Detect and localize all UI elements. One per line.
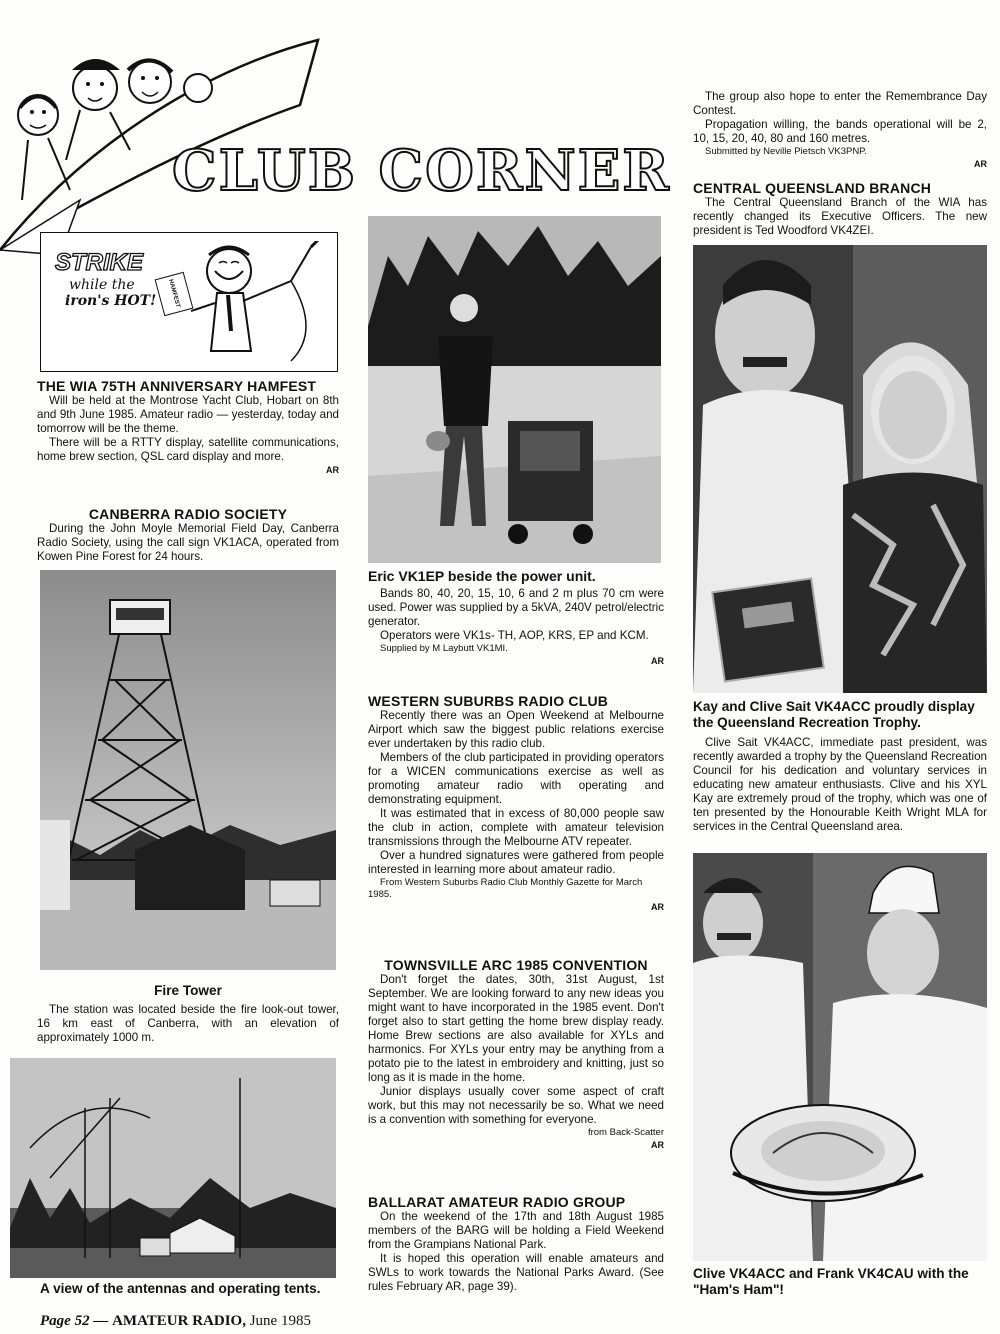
- strike-tagline-2: iron's HOT!: [65, 293, 157, 309]
- eric-paragraph-2: Operators were VK1s- TH, AOP, KRS, EP and KCM.: [380, 629, 649, 642]
- footer-magazine: AMATEUR RADIO,: [112, 1313, 246, 1329]
- hamfest-heading: THE WIA 75TH ANNIVERSARY HAMFEST: [37, 378, 317, 394]
- western-ar-mark: AR: [651, 902, 664, 912]
- fire-tower-photo: [40, 570, 336, 970]
- ballarat-paragraph-1: On the weekend of the 17th and 18th August 1985 members of the BARG will be holding a Field Weekend from the Grampians National Park.: [368, 1210, 664, 1251]
- western-paragraph-3: It was estimated that in excess of 80,000 people saw the club in action, complete with amateur television transmissions through the Melbourne ATV repeater.: [368, 807, 664, 848]
- remembrance-paragraph-1: The group also hope to enter the Remembrance Day Contest.: [693, 90, 987, 117]
- strike-panel: [40, 232, 338, 372]
- townsville-heading: TOWNSVILLE ARC 1985 CONVENTION: [384, 957, 648, 973]
- kay-clive-caption: Kay and Clive Sait VK4ACC proudly display the Queensland Recreation Trophy.: [693, 699, 975, 730]
- strike-tagline-1: while the: [69, 277, 135, 293]
- townsville-source: from Back-Scatter: [587, 1127, 664, 1138]
- western-heading: WESTERN SUBURBS RADIO CLUB: [368, 693, 609, 709]
- townsville-ar-mark: AR: [651, 1140, 664, 1150]
- fire-tower-caption: Fire Tower: [154, 983, 222, 998]
- hamfest-box-label: HAMFEST: [167, 278, 181, 309]
- central-qld-heading: CENTRAL QUEENSLAND BRANCH: [693, 180, 932, 196]
- header-cartoon: [0, 0, 330, 260]
- ballarat-heading: BALLARAT AMATEUR RADIO GROUP: [368, 1194, 626, 1210]
- western-source: From Western Suburbs Radio Club Monthly Gazette for March 1985.: [368, 877, 643, 900]
- central-qld-paragraph-2: Clive Sait VK4ACC, immediate past president, was recently awarded a trophy by the Queensland Recreation Council for his dedication and voluntary services in educating new amateur enthusiasts. Clive and his XYL Kay are extremely proud of the trophy, which was one of ten presented by the Honourable Keith Wright MLA for services in the Central Queensland area.: [693, 736, 987, 833]
- cartoon-man-soldering-icon: [191, 241, 331, 367]
- hams-ham-photo: [693, 853, 987, 1261]
- hamfest-paragraph-2: There will be a RTTY display, satellite communications, home brew section, QSL card display and more.: [37, 436, 339, 463]
- ballarat-paragraph-2: It is hoped this operation will enable amateurs and SWLs to work towards the National Parks Award. (See rules February AR, page 39).: [368, 1252, 664, 1293]
- western-paragraph-2: Members of the club participated in providing operators for a WICEN communications exercise as well as promoting amateur radio with operating and demonstrating equipment.: [368, 751, 664, 806]
- eric-caption: Eric VK1EP beside the power unit.: [368, 568, 596, 584]
- remembrance-paragraph-2: Propagation willing, the bands operational will be 2, 10, 15, 20, 40, 80 and 160 metres.: [693, 118, 987, 145]
- page-title: CLUB CORNER: [172, 138, 671, 204]
- strike-text: STRIKE: [55, 249, 144, 276]
- canberra-heading: CANBERRA RADIO SOCIETY: [88, 506, 288, 522]
- eric-power-unit-photo: [368, 216, 661, 563]
- footer-page-number: Page 52 —: [40, 1313, 109, 1329]
- remembrance-ar-mark: AR: [974, 159, 987, 169]
- hamfest-ar-mark: AR: [326, 465, 339, 475]
- kay-and-clive-photo: [693, 245, 987, 693]
- canberra-paragraph-2: The station was located beside the fire look-out tower, 16 km east of Canberra, with an elevation of approximately 1000 m.: [37, 1003, 339, 1044]
- eric-supplied-by: Supplied by M Laybutt VK1MI.: [380, 643, 508, 654]
- western-paragraph-1: Recently there was an Open Weekend at Melbourne Airport which saw the biggest public relations exercise ever undertaken by this radio club.: [368, 709, 664, 750]
- antennas-photo: [10, 1058, 336, 1278]
- remembrance-submitted-by: Submitted by Neville Pietsch VK3PNP.: [705, 146, 867, 157]
- children-cartoon-icon: [0, 0, 330, 260]
- footer-date: June 1985: [249, 1313, 311, 1329]
- page-footer: [40, 1313, 311, 1330]
- canberra-paragraph-1: During the John Moyle Memorial Field Day, Canberra Radio Society, using the call sign VK1ACA, operated from Kowen Pine Forest for 24 hours.: [37, 522, 339, 563]
- hams-ham-caption: Clive VK4ACC and Frank VK4CAU with the "Ham's Ham"!: [693, 1266, 969, 1297]
- townsville-paragraph-1: Don't forget the dates, 30th, 31st August, 1st September. We are looking forward to any new ideas you might want to have incorporated in the 1985 event. Don't forget also to start getting the home brew display ready. Home Brew sections are also available for XYLs and harmonics. For XYLs your entry may be anything from a potato pie to the latest in embroidery and knitting, just so long as it is made in the home.: [368, 973, 664, 1084]
- hamfest-paragraph-1: Will be held at the Montrose Yacht Club, Hobart on 8th and 9th June 1985. Amateur radio — yesterday, today and tomorrow will be the theme.: [37, 394, 339, 435]
- eric-ar-mark: AR: [651, 656, 664, 666]
- townsville-paragraph-2: Junior displays usually cover some aspect of craft work, but this may not necessarily be so. What we need is a convention with something for everyone.: [368, 1085, 664, 1126]
- eric-paragraph-1: Bands 80, 40, 20, 15, 10, 6 and 2 m plus 70 cm were used. Power was supplied by a 5kVA, 240V petrol/electric generator.: [368, 587, 664, 628]
- antennas-caption: A view of the antennas and operating tents.: [40, 1281, 321, 1296]
- central-qld-paragraph-1: The Central Queensland Branch of the WIA has recently changed its Executive Officers. The new president is Ted Woodford VK4ZEI.: [693, 196, 987, 237]
- hamfest-box: [155, 272, 194, 316]
- western-paragraph-4: Over a hundred signatures were gathered from people interested in learning more about amateur radio.: [368, 849, 664, 876]
